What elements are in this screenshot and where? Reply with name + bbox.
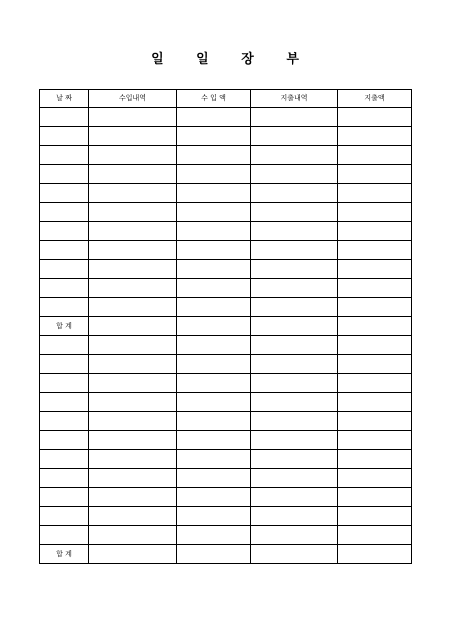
table-row xyxy=(40,469,412,488)
expense-amount-cell[interactable] xyxy=(338,165,412,184)
expense-details-cell[interactable] xyxy=(251,526,338,545)
table-row xyxy=(40,507,412,526)
table-row xyxy=(40,393,412,412)
expense-amount-cell[interactable] xyxy=(338,469,412,488)
income-details-cell[interactable] xyxy=(89,336,177,355)
income-amount-cell[interactable] xyxy=(177,165,251,184)
column-header-date: 날 짜 xyxy=(40,90,89,108)
expense-details-cell[interactable] xyxy=(251,184,338,203)
expense-amount-cell[interactable] xyxy=(338,488,412,507)
date-cell[interactable] xyxy=(40,222,89,241)
expense-details-cell[interactable] xyxy=(251,222,338,241)
expense-details-cell[interactable] xyxy=(251,127,338,146)
income-amount-cell[interactable] xyxy=(177,241,251,260)
date-cell[interactable] xyxy=(40,127,89,146)
date-cell[interactable] xyxy=(40,184,89,203)
expense-details-cell[interactable] xyxy=(251,393,338,412)
date-cell[interactable] xyxy=(40,450,89,469)
expense-amount-cell[interactable] xyxy=(338,526,412,545)
income-amount-cell[interactable] xyxy=(177,526,251,545)
income-details-cell[interactable] xyxy=(89,127,177,146)
table-row xyxy=(40,336,412,355)
date-cell[interactable] xyxy=(40,203,89,222)
expense-amount-cell[interactable] xyxy=(338,146,412,165)
expense-details-cell[interactable] xyxy=(251,317,338,336)
column-header-expense-details: 지출내역 xyxy=(251,90,338,108)
expense-amount-cell[interactable] xyxy=(338,260,412,279)
expense-amount-cell[interactable] xyxy=(338,545,412,564)
date-cell[interactable] xyxy=(40,393,89,412)
income-details-cell[interactable] xyxy=(89,184,177,203)
expense-details-cell[interactable] xyxy=(251,431,338,450)
expense-amount-cell[interactable] xyxy=(338,127,412,146)
total-row xyxy=(40,545,412,564)
expense-amount-cell[interactable] xyxy=(338,222,412,241)
table-row xyxy=(40,184,412,203)
expense-details-cell[interactable] xyxy=(251,469,338,488)
income-details-cell[interactable] xyxy=(89,203,177,222)
date-cell[interactable] xyxy=(40,298,89,317)
table-row xyxy=(40,260,412,279)
expense-details-cell[interactable] xyxy=(251,545,338,564)
expense-amount-cell[interactable] xyxy=(338,108,412,127)
date-cell[interactable] xyxy=(40,336,89,355)
table-row xyxy=(40,431,412,450)
income-details-cell[interactable] xyxy=(89,317,177,336)
header-row xyxy=(40,90,412,108)
total-label-cell[interactable]: 합 계 xyxy=(40,317,89,336)
expense-amount-cell[interactable] xyxy=(338,412,412,431)
column-header-income-amount: 수 입 액 xyxy=(177,90,251,108)
income-details-cell[interactable] xyxy=(89,165,177,184)
date-cell[interactable] xyxy=(40,488,89,507)
expense-amount-cell[interactable] xyxy=(338,203,412,222)
date-cell[interactable] xyxy=(40,108,89,127)
expense-amount-cell[interactable] xyxy=(338,241,412,260)
income-details-cell[interactable] xyxy=(89,526,177,545)
expense-amount-cell[interactable] xyxy=(338,298,412,317)
page-title: 일 일 장 부 xyxy=(151,52,313,67)
total-label-cell[interactable]: 합 계 xyxy=(40,545,89,564)
date-cell[interactable] xyxy=(40,412,89,431)
income-details-cell[interactable] xyxy=(89,507,177,526)
income-details-cell[interactable] xyxy=(89,108,177,127)
table-row xyxy=(40,146,412,165)
income-details-cell[interactable] xyxy=(89,241,177,260)
income-amount-cell[interactable] xyxy=(177,317,251,336)
table-row xyxy=(40,222,412,241)
expense-details-cell[interactable] xyxy=(251,412,338,431)
expense-details-cell[interactable] xyxy=(251,507,338,526)
income-amount-cell[interactable] xyxy=(177,469,251,488)
ledger-body xyxy=(40,108,412,564)
date-cell[interactable] xyxy=(40,526,89,545)
income-amount-cell[interactable] xyxy=(177,431,251,450)
expense-details-cell[interactable] xyxy=(251,279,338,298)
income-amount-cell[interactable] xyxy=(177,355,251,374)
income-amount-cell[interactable] xyxy=(177,108,251,127)
expense-details-cell[interactable] xyxy=(251,203,338,222)
income-amount-cell[interactable] xyxy=(177,545,251,564)
expense-details-cell[interactable] xyxy=(251,336,338,355)
income-details-cell[interactable] xyxy=(89,431,177,450)
income-amount-cell[interactable] xyxy=(177,279,251,298)
income-details-cell[interactable] xyxy=(89,374,177,393)
date-cell[interactable] xyxy=(40,146,89,165)
table-row xyxy=(40,165,412,184)
income-amount-cell[interactable] xyxy=(177,184,251,203)
expense-amount-cell[interactable] xyxy=(338,393,412,412)
income-details-cell[interactable] xyxy=(89,488,177,507)
income-details-cell[interactable] xyxy=(89,222,177,241)
table-row xyxy=(40,203,412,222)
date-cell[interactable] xyxy=(40,374,89,393)
income-amount-cell[interactable] xyxy=(177,203,251,222)
date-cell[interactable] xyxy=(40,507,89,526)
table-row xyxy=(40,298,412,317)
income-details-cell[interactable] xyxy=(89,146,177,165)
table-row xyxy=(40,450,412,469)
table-row xyxy=(40,108,412,127)
date-cell[interactable] xyxy=(40,279,89,298)
expense-details-cell[interactable] xyxy=(251,146,338,165)
expense-details-cell[interactable] xyxy=(251,108,338,127)
total-row xyxy=(40,317,412,336)
expense-details-cell[interactable] xyxy=(251,298,338,317)
income-details-cell[interactable] xyxy=(89,545,177,564)
income-amount-cell[interactable] xyxy=(177,127,251,146)
income-details-cell[interactable] xyxy=(89,279,177,298)
table-row xyxy=(40,526,412,545)
table-row xyxy=(40,412,412,431)
expense-details-cell[interactable] xyxy=(251,241,338,260)
column-header-income-details: 수입내역 xyxy=(89,90,177,108)
expense-details-cell[interactable] xyxy=(251,165,338,184)
date-cell[interactable] xyxy=(40,241,89,260)
table-row xyxy=(40,488,412,507)
income-amount-cell[interactable] xyxy=(177,146,251,165)
income-details-cell[interactable] xyxy=(89,298,177,317)
expense-details-cell[interactable] xyxy=(251,450,338,469)
income-details-cell[interactable] xyxy=(89,355,177,374)
expense-details-cell[interactable] xyxy=(251,488,338,507)
expense-amount-cell[interactable] xyxy=(338,374,412,393)
table-row xyxy=(40,374,412,393)
income-amount-cell[interactable] xyxy=(177,298,251,317)
expense-details-cell[interactable] xyxy=(251,374,338,393)
income-amount-cell[interactable] xyxy=(177,222,251,241)
expense-amount-cell[interactable] xyxy=(338,431,412,450)
income-details-cell[interactable] xyxy=(89,469,177,488)
expense-amount-cell[interactable] xyxy=(338,184,412,203)
income-details-cell[interactable] xyxy=(89,450,177,469)
expense-amount-cell[interactable] xyxy=(338,507,412,526)
expense-details-cell[interactable] xyxy=(251,355,338,374)
table-row xyxy=(40,241,412,260)
column-header-expense-amount: 지출액 xyxy=(338,90,412,108)
income-details-cell[interactable] xyxy=(89,393,177,412)
expense-amount-cell[interactable] xyxy=(338,279,412,298)
income-amount-cell[interactable] xyxy=(177,412,251,431)
table-row xyxy=(40,127,412,146)
income-amount-cell[interactable] xyxy=(177,260,251,279)
expense-amount-cell[interactable] xyxy=(338,317,412,336)
ledger-table xyxy=(39,89,412,564)
expense-amount-cell[interactable] xyxy=(338,336,412,355)
date-cell[interactable] xyxy=(40,355,89,374)
date-cell[interactable] xyxy=(40,165,89,184)
income-details-cell[interactable] xyxy=(89,412,177,431)
date-cell[interactable] xyxy=(40,469,89,488)
income-details-cell[interactable] xyxy=(89,260,177,279)
income-amount-cell[interactable] xyxy=(177,393,251,412)
income-amount-cell[interactable] xyxy=(177,450,251,469)
table-row xyxy=(40,355,412,374)
income-amount-cell[interactable] xyxy=(177,488,251,507)
expense-amount-cell[interactable] xyxy=(338,355,412,374)
date-cell[interactable] xyxy=(40,431,89,450)
expense-details-cell[interactable] xyxy=(251,260,338,279)
expense-amount-cell[interactable] xyxy=(338,450,412,469)
income-amount-cell[interactable] xyxy=(177,507,251,526)
table-row xyxy=(40,279,412,298)
income-amount-cell[interactable] xyxy=(177,374,251,393)
income-amount-cell[interactable] xyxy=(177,336,251,355)
date-cell[interactable] xyxy=(40,260,89,279)
